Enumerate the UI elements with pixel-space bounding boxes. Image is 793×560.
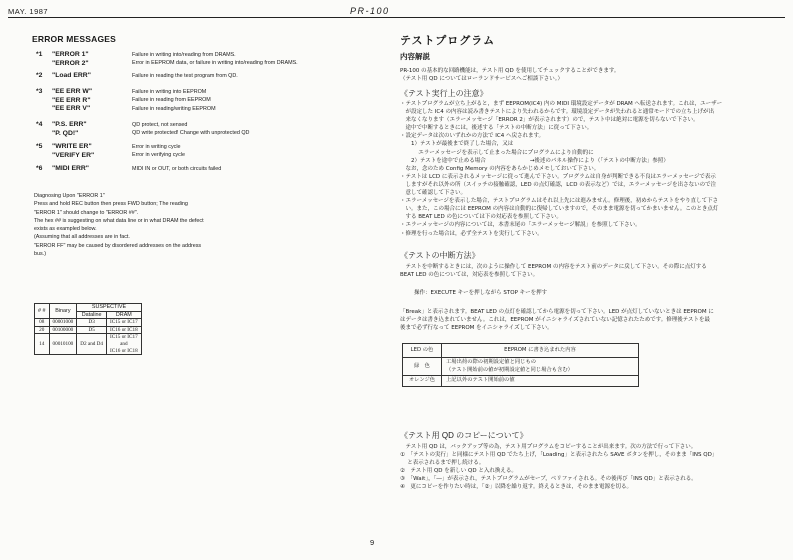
header-date: MAY. 1987 (8, 7, 49, 16)
test-program-title: テストプログラム (400, 35, 496, 47)
table-row: 20 00100000 D5 IC16 or IC18 (35, 326, 142, 334)
table-row: オレンジ色 上記以外のテスト開始前の値 (403, 376, 639, 387)
error-entry-3-code: *3 "EE ERR W" "EE ERR R" "EE ERR V" (36, 88, 93, 113)
table-row: 08 00001000 D3 IC15 or IC17 (35, 319, 142, 327)
error-entry-1-desc: Failure in writing into/reading from DRAMS. Error in EEPROM data, or failure in writing into/reading from DRAMS. (132, 52, 298, 67)
error-entry-5-desc: Error in writing cycle Error in verifying cycle (132, 144, 186, 159)
col-num-header: # # (35, 304, 50, 319)
error-entry-6-desc: MIDI IN or OUT, or both circuits failed (132, 166, 222, 172)
table-row: 緑 色 工場出荷の際の初期設定値と同じもの （テスト開始前の値が初期設定値と同じ場合も含む） (403, 358, 639, 376)
sec-abort-operation: 操作：EXECUTE キーを押しながら STOP キーを押す (414, 290, 548, 296)
led-col-content-header: EEPROM に書き込まれた内容 (442, 344, 639, 358)
sec-copy-body: テスト用 QD は，バックアップ等の為，テスト用プログラムをコピーすることが出来ます。次の方法で行って下さい。 ① 「テストの実行」と同様にテスト用 QD でたち上げ，「Loading」と表示されたら SAVE ボタンを押し，そのまま「INS QD」 と表示されるまで押し続ける。 ② テスト用 QD を新しい QD と入れ換える。 ③ 「Wait」，「―」が表示され，テストプログラムがセーブ，ベリファイされる。その後再び「INS QD」と表示される。 ④ 更にコピーを作りたい時は，「②」以降を繰り返す。終えるときは，そのまま電源を切る。 (400, 444, 718, 491)
error-entry-4-code: *4 "P.S. ERR" "P. QD!" (36, 121, 87, 137)
col-binary-header: Binary (49, 304, 77, 319)
intro-paragraph: PR-100 の基本的な回路機能は，テスト用 QD を使用してチェックすることができます。 （テスト用 QD についてはローランドサービスへご相談下さい。） (400, 68, 620, 83)
diagnosis-paragraph: Diagnosing Upon "ERROR 1" Press and hold REC button then press FWD button; The reading "ERROR 1" should change to "ERROR ##". The hex ## is suggesting on what data line or in what DRAM the defect exists as exampled below. (Assuming that all addresses are in fact. "ERROR FF" may be caused by disordered addresses on the address bus.) (34, 193, 204, 258)
page-number: 9 (370, 538, 375, 547)
sec-abort-body: テストを中断するときには，次のように操作して EEPROM の内容をテスト前のデータに戻して下さい。その際に点灯する BEAT LED の色については，対応表を参照して下さい。 (400, 264, 707, 279)
error-entry-2-desc: Failure in reading the test program from QD. (132, 73, 238, 79)
led-color-table (402, 343, 639, 387)
error-entry-4-desc: QD protect, not sensed QD write protected! Change with unprotected QD (132, 122, 250, 137)
col-suspective-header: SUSPECTIVE (77, 304, 141, 312)
error-entry-3-desc: Failure in writing into EEPROM Failure in reading from EEPROM Failure in reading/writing EEPROM (132, 89, 216, 112)
error-entry-6-code: *6 "MIDI ERR" (36, 165, 90, 172)
col-dataline-header: Dataline (77, 311, 107, 319)
sec-abort-heading: 《テストの中断方法》 (400, 251, 480, 260)
sec-notes-heading: 《テスト実行上の注意》 (400, 89, 488, 98)
col-dram-header: DRAM (107, 311, 142, 319)
table-row (403, 344, 639, 358)
error-messages-title: ERROR MESSAGES (32, 34, 117, 44)
error-entry-5-code: *5 "WRITE ER" "VERIFY ER" (36, 143, 95, 159)
sec-abort-after: 「Break」と表示されます。BEAT LED の点灯を確認してから電源を切って下さい。LED が点灯していないときは EEPROM に はデータは書き込まれていません。これは，EEPROM がイニシャライズされていない記憶されたためです。修理後テストを最 後まで必ず行なって EEPROM をイニシャライズして下さい。 (400, 309, 714, 332)
led-col-color-header: LED の色 (403, 344, 442, 358)
error-entry-2-code: *2 "Load ERR" (36, 72, 91, 79)
header-rule (8, 17, 785, 18)
sec-copy-heading: 《テスト用 QD のコピーについて》 (400, 431, 528, 440)
error-entry-1-code: *1 "ERROR 1" "ERROR 2" (36, 51, 89, 67)
sec-notes-body: ・テストプログラムが立ち上がると，まず EEPROM(IC4) 内の MIDI 環境設定データが DRAM へ転送されます。これは，ユーザー が設定した IC4 の内容は読み書きテストにより失われるからです。環境設定データが失われると通常モードでの立ち上げが出 来なくなります（エラーメッセージ「ERROR 2」が表示されます）ので，テスト中は絶対に電源を切らないで下さい。 途中で中断するときには，後述する「テストの中断方法」に従って下さい。 ・設定データは次のいずれかの方法で IC4 へ戻されます。 1）テストが最後まで終了した場合，又は エラーメッセージを表示して止まった場合にプログラムにより自動的に 2）テストを途中で止める場合 →後述のパネル操作により（「テストの中断方法」参照） なお，念のため Config Memory の内容をあらかじめメモしておいて下さい。 ・テストは LCD に表示されるメッセージに従って進んで下さい。プログラムは自身が判断できる不良はエラーメッセージで表示 しますがそれ以外の所（スイッチの接触確認，LED の点灯確認，LCD の表示など）では，エラーメッセージを出さないので注 意して確認して下さい。 ・エラーメッセージを表示した場合，テストプログラムはそれ以上先には進みません。修理後，初めからテストをやり直して下さ い。また，この場合には EEPROM の内容は自動的に復帰していますので，そのまま電源を切ってかまいません。このとき点灯 する BEAT LED の色については下の対応表を参照して下さい。 ・エラーメッセージの内容については，本書末尾の「エラーメッセージ解説」を参照して下さい。 ・修理を行った場合は，必ず全テストを実行して下さい。 (400, 101, 723, 237)
header-model: PR-100 (350, 6, 390, 16)
table-row: 14 00010100 D2 and D4 IC15 or IC17 and IC16 or IC18 (35, 334, 142, 355)
suspective-table (34, 303, 142, 355)
content-explanation-heading: 内容解説 (400, 52, 430, 61)
